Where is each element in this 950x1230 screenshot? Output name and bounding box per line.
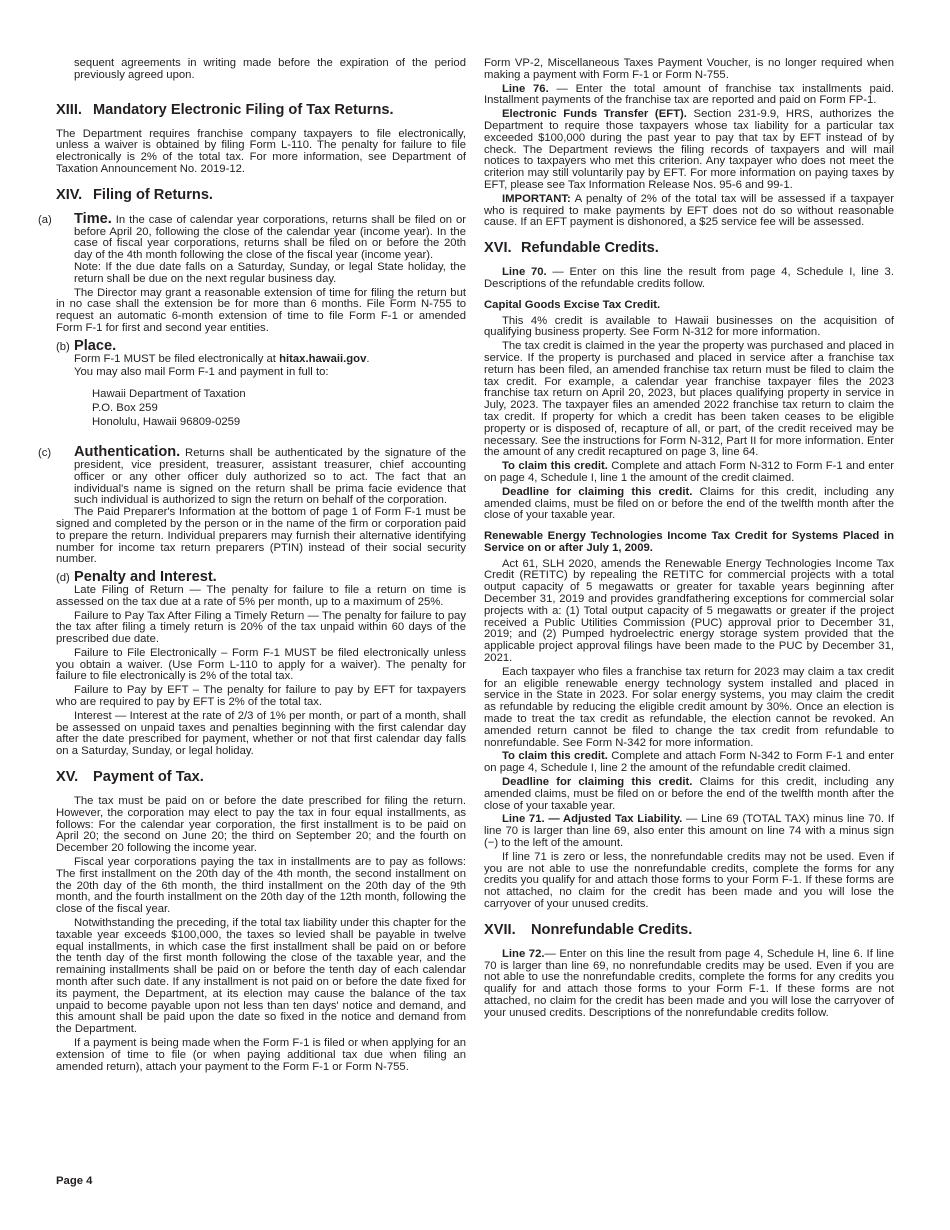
subsection-title: Place. <box>74 337 117 354</box>
line-label: Line 71. — Adjusted Tax Liability. <box>502 813 683 826</box>
subheading-capital-goods: Capital Goods Excise Tax Credit. <box>484 298 661 311</box>
subsection-title: Time. <box>74 210 112 227</box>
paragraph: Failure to Pay by EFT – The penalty for failure to pay by EFT for taxpayers who are required to pay by EFT is 2% of the total tax. <box>56 684 466 709</box>
paragraph: If line 71 is zero or less, the nonrefundable credits may not be used. Even if you are not able to use the nonrefundable credits, complete the forms for any credits you qualify for and attach those forms to your Form F-1. If these forms are not attached, no claim for the credit has been made and you will lose the carryover of your unused credits. <box>484 850 894 910</box>
section-xiii-heading <box>56 102 466 119</box>
paragraph <box>484 109 894 192</box>
text-run: A penalty of 2% of the total tax will be assessed if a taxpayer who is required to make payments by EFT does not do so without reasonable cause. If an EFT payment is dishonored, a $25 service fee will be assessed. <box>484 192 894 229</box>
line-label: Line 76. <box>502 82 549 95</box>
note-text: Note: If the due date falls on a Saturday, Sunday, or legal State holiday, the return shall be due on the next regular business day. <box>74 260 466 285</box>
text-run: Claims for this credit, including any amended claims, must be filed on or before the end of the twelfth month after the close of your taxable year. <box>484 485 894 522</box>
carryover-text: Form VP-2, Miscellaneous Taxes Payment Voucher, is no longer required when making a payment with Form F-1 or Form N-755. <box>484 57 894 81</box>
text-run: — Enter on this line the result from page 4, Schedule H, line 6. If line 70 is larger than line 69, no nonrefundable credits may be used. Even if you are not able to use the nonrefundable credits, complete the forms for any credits you qualify for and attach those forms to your Form F-1. If these forms are not attached, no claim for the credit has been made and you will lose the carryover of your unused credits. Descriptions of the nonrefundable credits follow. <box>484 947 894 1019</box>
subsection-label: (a) <box>38 213 52 226</box>
section-xvii-heading <box>484 922 894 939</box>
section-number: XIV. <box>56 186 83 203</box>
subsection-authentication <box>38 444 466 507</box>
address-line: P.O. Box 259 <box>92 402 158 415</box>
section-xv-heading <box>56 769 466 786</box>
subsection-text: In the case of calendar year corporations, returns shall be filed on or before April 20, following the close of the calendar year (income year). In the case of fiscal year corporations, returns shall be filed on or before the 20th day of the 4th month following the close of the fiscal year (income year). <box>74 213 466 262</box>
paragraph <box>56 354 466 366</box>
section-xiv-heading <box>56 187 466 204</box>
line-label: IMPORTANT: <box>502 192 571 205</box>
address-line: Honolulu, Hawaii 96809-0259 <box>92 416 241 429</box>
line-label: To claim this credit. <box>502 460 608 473</box>
paragraph <box>484 751 894 775</box>
paragraph: The Paid Preparer's Information at the bottom of page 1 of Form F-1 must be signed and completed by the person or in the name of the firm or corporation paid to prepare the return. Individual preparers may furnish their alternative identifying number for income tax return preparers (PTIN) instead of their social security number. <box>56 506 466 566</box>
carryover-text: sequent agreements in writing made before the expiration of the period previously agreed upon. <box>74 57 466 81</box>
paragraph: Notwithstanding the preceding, if the total tax liability under this chapter for the taxable year exceeds $100,000, the taxes so levied shall be payable in twelve equal installments, in which case the first installment shall be paid on or before the tenth day of the first month following the close of the taxable year, and the remaining installments shall be paid on or before the tenth day of each calendar month after such date. If any installment is not paid on or before the date fixed for its payment, the Department, at its election may cause the balance of the tax unpaid to become payable upon not less than ten days' notice and demand, and this amount shall be paid upon the date so fixed in the notice and demand from the Department. <box>56 917 466 1036</box>
paragraph <box>484 194 894 229</box>
section-number: XIII. <box>56 101 82 118</box>
text-run: Complete and attach Form N-312 to Form F-1 and enter on page 4, Schedule I, line 1 the amount of the credit claimed. <box>484 460 894 484</box>
paragraph <box>484 777 894 812</box>
section-title: Filing of Returns. <box>93 186 213 203</box>
section-number: XVI. <box>484 240 512 257</box>
paragraph <box>484 267 894 291</box>
text-run: Form F-1 MUST be filed electronically at <box>74 352 280 365</box>
text-run: Section 231-9.9, HRS, authorizes the Department to require those taxpayers whose tax liability for a particular tax exceeded $100,000 during the past year to pay that tax by EFT instead of by check. The Department reviews the filing records of taxpayers and will mail notices to taxpayers who met this criterion. Any taxpayer who does not meet the criterion may still voluntarily pay by EFT. For more information on paying taxes by EFT, please see Tax Information Release Nos. 95-6 and 99-1. <box>484 108 894 191</box>
paragraph: The Department requires franchise company taxpayers to file electronically, unless a waiver is obtained by filing Form L-110. The penalty for failure to file electronically is 2% of the total tax. For more information, see Department of Taxation Announcement No. 2019-12. <box>56 127 466 175</box>
line-label: Deadline for claiming this credit. <box>502 485 693 498</box>
paragraph: Fiscal year corporations paying the tax in installments are to pay as follows: The first installment on the 20th day of the 4th month, the second installment on the 20th day of the 6th month, the third installment on the 20th day of the 9th month, and the fourth installment on the 20th day of the 12th month, following the close of the fiscal year. <box>56 856 466 916</box>
right-column <box>484 58 894 1022</box>
website-link[interactable]: hitax.hawaii.gov <box>279 352 367 365</box>
paragraph: Failure to File Electronically – Form F-1 MUST be filed electronically unless you obtain a waiver. (Use Form L-110 to apply for a waiver). The penalty for failure to file electronically is 2% of the total tax. <box>56 646 466 683</box>
line-label: Electronic Funds Transfer (EFT). <box>502 108 687 121</box>
paragraph: The tax credit is claimed in the year the property was purchased and placed in service. If the property is purchased and placed in service after a franchise tax return has been filed, an amended franchise tax return must be filed to claim the tax credit. For example, a calendar year franchise taxpayer files the 2023 franchise tax return on April 20, 2023, but places qualifying property in service in July, 2023. The taxpayer files an amended 2022 franchise tax return to claim the tax credit. If property for which a credit has been taken ceases to be eligible property or is disposed of, recapture of all, or part, of the credit received may be necessary. See the instructions for Form N-312, Part II for more information. Enter the amount of any credit recaptured on page 3, line 64. <box>484 340 894 459</box>
paragraph: If a payment is being made when the Form F-1 is filed or when applying for an extension of time to file (or when paying additional tax due when filing an amended return), attach your payment to the Form F-1 or Form N-755. <box>56 1037 466 1073</box>
subsection-text: Returns shall be authenticated by the signature of the president, vice president, treasurer, assistant treasurer, chief accounting officer or any other officer duly authorized so to act. The fact that an individual's name is signed on the return shall be prima facie evidence that such individual is authorized to sign the return on behalf of the corporation. <box>74 447 466 507</box>
section-title: Nonrefundable Credits. <box>531 921 693 938</box>
paragraph: Act 61, SLH 2020, amends the Renewable Energy Technologies Income Tax Credit (RETITC) by repealing the RETITC for commercial projects with a total output capacity of 5 megawatts or greater for taxable years beginning after December 31, 2019 and provides grandfathering exceptions for commercial solar projects with a: (1) Total output capacity of 5 megawatts or greater if the project received a Public Utilities Commission (PUC) approval prior to December 31, 2019; and (2) Pumped hydroelectric energy storage system provided that the applicable project approval filings have been made to the PUC by December 31, 2021. <box>484 557 894 665</box>
subsection-time <box>38 210 466 262</box>
subheading-renewable-energy: Renewable Energy Technologies Income Tax Credit for Systems Placed in Service on or after July 1, 2009. <box>484 530 894 554</box>
paragraph <box>484 84 894 108</box>
section-number: XVII. <box>484 921 516 938</box>
paragraph: This 4% credit is available to Hawaii businesses on the acquisition of qualifying business property. See Form N-312 for more information. <box>484 314 894 339</box>
line-label: Line 70. <box>502 266 547 279</box>
text-run: — Enter on this line the result from page 4, Schedule I, line 3. Descriptions of the refundable credits follow. <box>484 266 894 290</box>
left-column <box>38 57 466 1075</box>
text-run: — Enter the total amount of franchise tax installments paid. Installment payments of the franchise tax are reported and paid on Form FP-1. <box>484 82 894 107</box>
section-title: Mandatory Electronic Filing of Tax Returns. <box>93 101 394 118</box>
subsection-label: (d) <box>56 572 70 585</box>
paragraph: The Director may grant a reasonable extension of time for filing the return but in no case shall the extension be for more than 6 months. File Form N-755 to request an automatic 6-month extension of time to file Form F-1 or amended Form F-1 for first and second year entities. <box>56 286 466 334</box>
paragraph: Failure to Pay Tax After Filing a Timely Return — The penalty for failure to pay the tax after filing a timely return is 20% of the tax unpaid within 60 days of the prescribed due date. <box>56 609 466 646</box>
paragraph: The tax must be paid on or before the date prescribed for filing the return. However, the corporation may elect to pay the tax in four equal installments, as follows: For the calendar year corporation, the first installment is to be paid on April 20; the second on June 20; the third on September 20; and the fourth on December 20 following the income year. <box>56 795 466 855</box>
paragraph: You may also mail Form F-1 and payment in full to: <box>74 366 329 379</box>
subsection-title: Penalty and Interest. <box>74 569 217 586</box>
paragraph <box>484 487 894 522</box>
section-title: Refundable Credits. <box>521 240 659 257</box>
address-line: Hawaii Department of Taxation <box>92 388 246 401</box>
section-xvi-heading <box>484 240 894 257</box>
subsection-label: (c) <box>38 447 52 460</box>
paragraph <box>484 461 894 485</box>
text-run: Complete and attach Form N-342 to Form F-1 and enter on page 4, Schedule I, line 2 the amount of the refundable credit claimed. <box>484 750 894 775</box>
section-title: Payment of Tax. <box>93 769 204 786</box>
line-label: To claim this credit. <box>502 750 608 763</box>
line-label: Line 72. <box>502 947 545 960</box>
section-number: XV. <box>56 769 79 786</box>
paragraph <box>484 949 894 1020</box>
subsection-label: (b) <box>56 340 70 353</box>
paragraph: Interest — Interest at the rate of 2/3 of 1% per month, or part of a month, shall be assessed on unpaid taxes and penalties beginning with the first calendar day after the date prescribed for payment, whether or not that first calendar day falls on a Saturday, Sunday, or legal holiday. <box>56 709 466 758</box>
text-run: — Line 69 (TOTAL TAX) minus line 70. If line 70 is larger than line 69, also enter this amount on line 74 with a minus sign (−) to the left of the amount. <box>484 813 894 850</box>
paragraph: Late Filing of Return — The penalty for failure to file a return on time is assessed on the tax due at a rate of 5% per month, up to a maximum of 25%. <box>56 583 466 608</box>
line-label: Deadline for claiming this credit. <box>502 776 693 789</box>
page-number: Page 4 <box>56 1175 93 1187</box>
text-run: Claims for this credit, including any amended claims, must be filed on or before the end of the twelfth month after the close of your taxable year. <box>484 776 894 812</box>
mailing-address <box>56 387 466 429</box>
text-run: . <box>366 352 370 365</box>
paragraph <box>484 814 894 849</box>
subsection-penalty <box>56 569 466 586</box>
subsection-title: Authentication. <box>74 444 181 461</box>
paragraph: Each taxpayer who files a franchise tax return for 2023 may claim a tax credit for an eligible renewable energy technology system installed and placed in service in the State in 2023. For solar energy systems, you may claim the credit as refundable by reducing the eligible credit amount by 30%. Once an election is made to treat the tax credit as refundable, the election cannot be revoked. An amended return cannot be filed to change the tax credit from refundable to nonrefundable. See Form N-342 for more information. <box>484 665 894 749</box>
